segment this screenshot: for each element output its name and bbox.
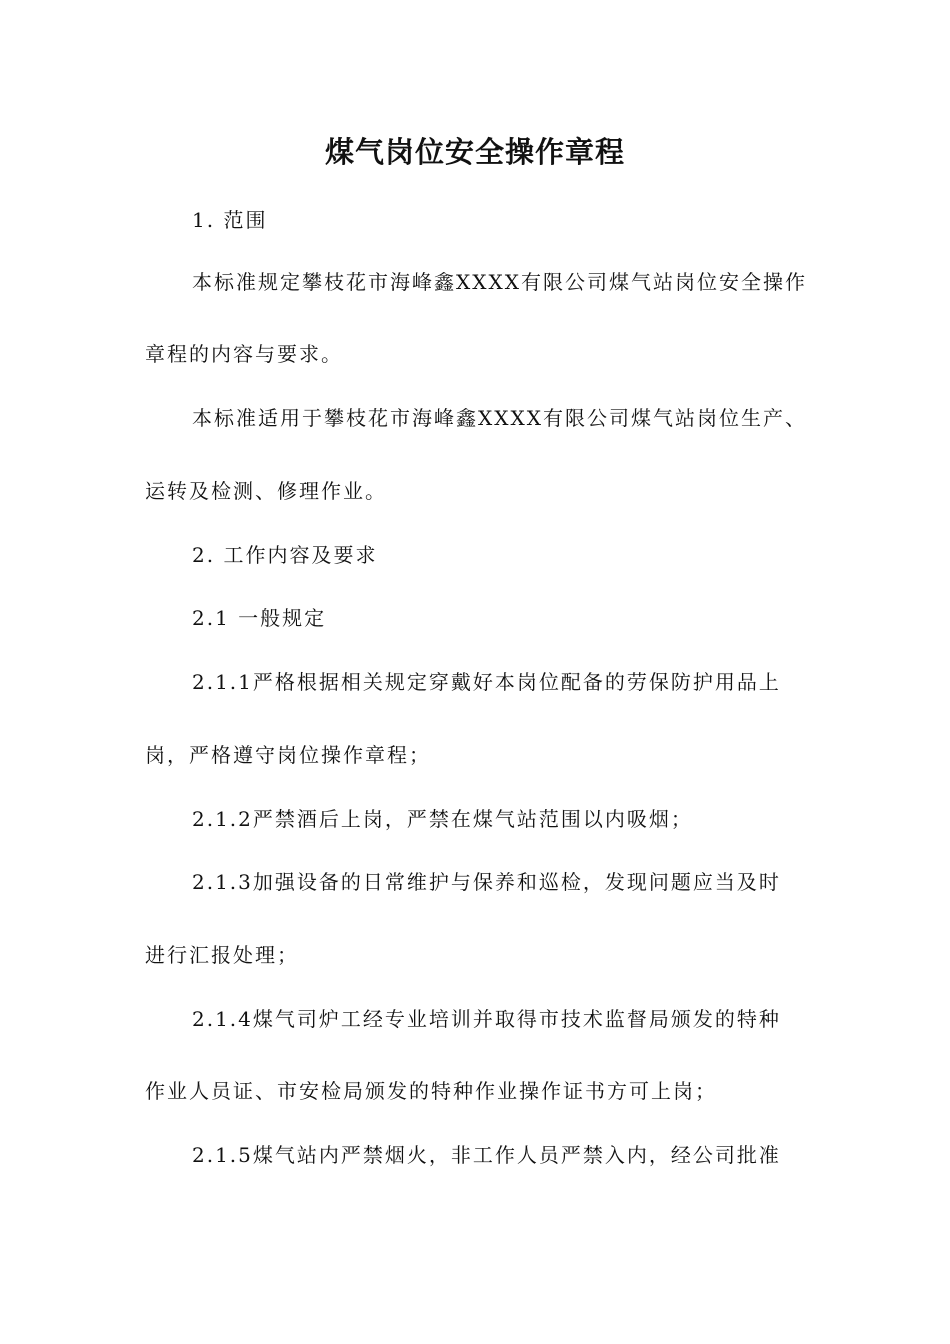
paragraph-line: 本标准适用于攀枝花市海峰鑫XXXX有限公司煤气站岗位生产、 xyxy=(192,406,807,430)
section-heading-scope: 1. 范围 xyxy=(192,208,268,232)
paragraph-line: 2.1.1严格根据相关规定穿戴好本岗位配备的劳保防护用品上 xyxy=(192,670,781,694)
paragraph-line: 2.1.2严禁酒后上岗，严禁在煤气站范围以内吸烟； xyxy=(192,807,693,831)
paragraph-line: 运转及检测、修理作业。 xyxy=(145,479,387,503)
paragraph-line: 进行汇报处理； xyxy=(145,943,299,967)
paragraph-line: 章程的内容与要求。 xyxy=(145,342,343,366)
document-title: 煤气岗位安全操作章程 xyxy=(324,135,625,169)
paragraph-line: 2.1.5煤气站内严禁烟火，非工作人员严禁入内，经公司批准 xyxy=(192,1143,781,1167)
section-heading-requirements: 2. 工作内容及要求 xyxy=(192,543,378,567)
subsection-heading: 2.1 一般规定 xyxy=(192,606,327,630)
paragraph-line: 作业人员证、市安检局颁发的特种作业操作证书方可上岗； xyxy=(145,1079,717,1103)
paragraph-line: 2.1.4煤气司炉工经专业培训并取得市技术监督局颁发的特种 xyxy=(192,1007,781,1031)
paragraph-line: 2.1.3加强设备的日常维护与保养和巡检，发现问题应当及时 xyxy=(192,870,781,894)
paragraph-line: 本标准规定攀枝花市海峰鑫XXXX有限公司煤气站岗位安全操作 xyxy=(192,270,807,294)
paragraph-line: 岗，严格遵守岗位操作章程； xyxy=(145,743,431,767)
